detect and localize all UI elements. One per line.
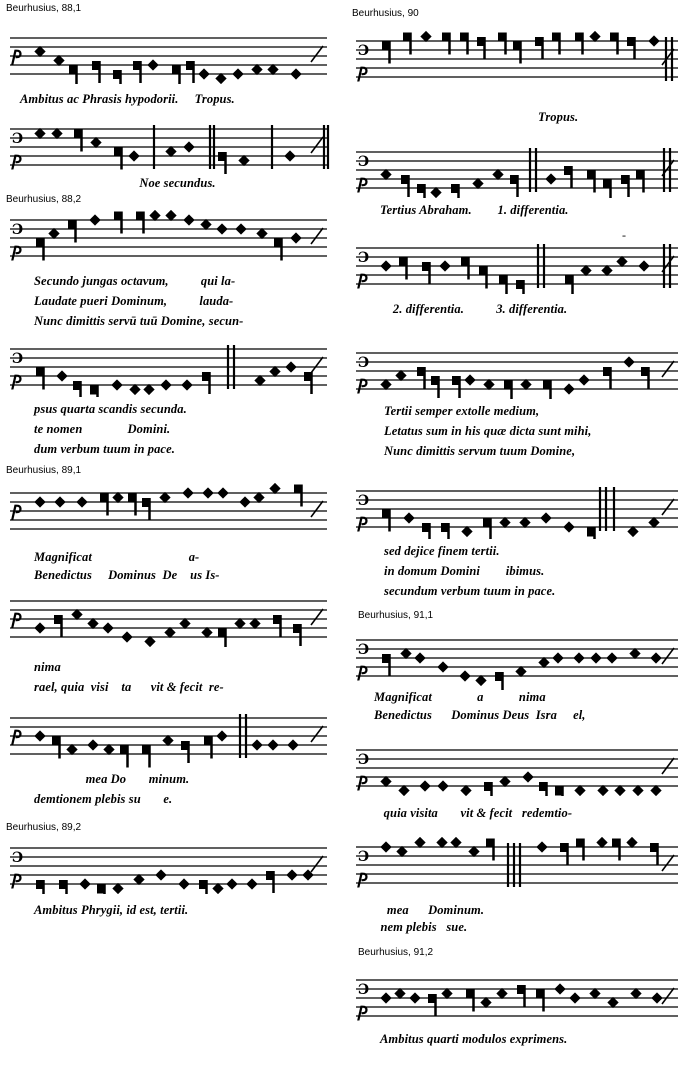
- note-rhombus: [590, 652, 601, 663]
- lyric-line: psus quarta scandis secunda.: [34, 402, 187, 416]
- custos-mark: [662, 758, 674, 774]
- clef-glyph: Ɔ: [12, 351, 24, 367]
- clef-glyph: ⳏ: [12, 240, 22, 261]
- custos-mark: [662, 648, 674, 664]
- lyric-line: Ambitus ac Phrasis hypodorii. Tropus.: [20, 92, 235, 106]
- lyric-line: nima: [34, 660, 61, 674]
- clef-glyph: Ɔ: [358, 250, 370, 266]
- music-staff: [352, 968, 682, 1028]
- clef-glyph: Ɔ: [358, 849, 370, 865]
- note-rhombus: [287, 739, 298, 750]
- note-rhombus: [235, 223, 246, 234]
- lyric-line: dum verbum tuum in pace.: [34, 442, 175, 456]
- lyric-line: 2. differentia. 3. differentia.: [380, 302, 568, 316]
- custos-mark: [662, 988, 674, 1004]
- lyric-line: Nunc dimittis servum tuum Domine,: [384, 444, 576, 458]
- note-rhombus: [437, 661, 448, 672]
- lyric-line: nem plebis sue.: [374, 920, 468, 934]
- clef-glyph: Ɔ: [12, 850, 24, 866]
- music-staff: [6, 337, 331, 397]
- lyric-line: Tertius Abraham. 1. differentia.: [380, 203, 569, 217]
- clef-glyph: Ɔ: [358, 982, 370, 998]
- custos-mark: [311, 46, 323, 62]
- note-rhombus: [79, 878, 90, 889]
- note-rhombus: [128, 150, 139, 161]
- note-rhombus: [545, 173, 556, 184]
- lyric-line: Tertii semper extolle medium,: [384, 404, 540, 418]
- example-label-91-2: Beurhusius, 91,2: [358, 947, 434, 958]
- note-rhombus: [569, 992, 580, 1003]
- note-rhombus: [419, 780, 430, 791]
- music-staff: [352, 837, 682, 893]
- lyric-line: Magnificat a-: [34, 550, 200, 564]
- example-label-90: Beurhusius, 90: [352, 8, 419, 19]
- note-rhombus: [251, 739, 262, 750]
- note-rhombus: [578, 374, 589, 385]
- music-staff: [352, 24, 682, 94]
- clef-glyph: ⳏ: [12, 724, 22, 745]
- note-rhombus: [102, 622, 113, 633]
- clef-glyph: ⳏ: [358, 172, 368, 193]
- note-rhombus: [380, 992, 391, 1003]
- note-rhombus: [285, 361, 296, 372]
- note-rhombus: [160, 379, 171, 390]
- note-rhombus: [648, 35, 659, 46]
- note-rhombus: [183, 141, 194, 152]
- note-rhombus: [34, 622, 45, 633]
- note-rhombus: [540, 512, 551, 523]
- lyric-line: mea Do minum.: [34, 772, 190, 786]
- note-rhombus: [239, 496, 250, 507]
- note-rhombus: [56, 370, 67, 381]
- music-staff: [6, 117, 331, 177]
- music-staff: [352, 142, 682, 198]
- custos-mark: [311, 357, 323, 373]
- note-rhombus: [216, 730, 227, 741]
- clef-glyph: ⳏ: [358, 1000, 368, 1021]
- lyric-line: Ambitus quarti modulos exprimens.: [380, 1032, 568, 1046]
- note-rhombus: [54, 496, 65, 507]
- note-rhombus: [522, 771, 533, 782]
- note-rhombus: [89, 214, 100, 225]
- note-rhombus: [198, 68, 209, 79]
- note-rhombus: [638, 260, 649, 271]
- custos-mark: [662, 499, 674, 515]
- clef-glyph: ⳏ: [358, 268, 368, 289]
- clef-glyph: ⳏ: [358, 373, 368, 394]
- note-rhombus: [232, 68, 243, 79]
- lyric-line: Ambitus Phrygii, id est, tertii.: [34, 903, 189, 917]
- note-rhombus: [459, 670, 470, 681]
- example-label-88-2: Beurhusius, 88,2: [6, 194, 82, 205]
- lyric-line: Secundo jungas octavum, qui la-: [34, 274, 236, 288]
- note-rhombus: [380, 260, 391, 271]
- note-rhombus: [464, 374, 475, 385]
- clef-glyph: Ɔ: [358, 43, 370, 59]
- note-rhombus: [552, 652, 563, 663]
- music-staff: [6, 702, 331, 770]
- note-rhombus: [246, 878, 257, 889]
- clef-glyph: ⳏ: [358, 660, 368, 681]
- music-staff: [6, 838, 331, 894]
- clef-glyph: Ɔ: [12, 131, 24, 147]
- lyric-line: Letatus sum in his quæ dicta sunt mihi,: [384, 424, 592, 438]
- lyric-line: Benedictus Dominus Deus Isra el,: [374, 708, 586, 722]
- custos-mark: [311, 228, 323, 244]
- note-rhombus: [439, 260, 450, 271]
- note-rhombus: [403, 512, 414, 523]
- note-rhombus: [563, 521, 574, 532]
- note-rhombus: [178, 878, 189, 889]
- note-rhombus: [147, 59, 158, 70]
- note-rhombus: [573, 652, 584, 663]
- note-rhombus: [290, 68, 301, 79]
- note-rhombus: [290, 232, 301, 243]
- example-label-88-1: Beurhusius, 88,1: [6, 3, 82, 14]
- note-rhombus: [651, 992, 662, 1003]
- note-rhombus: [217, 487, 228, 498]
- custos-mark: [311, 726, 323, 742]
- clef-glyph: ⳏ: [12, 44, 22, 65]
- note-rhombus: [380, 841, 391, 852]
- note-rhombus: [34, 496, 45, 507]
- clef-glyph: ⳏ: [12, 149, 22, 170]
- lyric-line: Nunc dimittis servū tuū Domine, secun-: [34, 314, 244, 328]
- custos-mark: [662, 855, 674, 871]
- clef-glyph: Ɔ: [358, 355, 370, 371]
- note-rhombus: [182, 487, 193, 498]
- note-rhombus: [226, 878, 237, 889]
- lyric-line: Magnificat a nima: [374, 690, 546, 704]
- custos-mark: [662, 361, 674, 377]
- note-rhombus: [155, 869, 166, 880]
- clef-glyph: Ɔ: [358, 154, 370, 170]
- music-staff: [352, 740, 682, 796]
- note-rhombus: [111, 379, 122, 390]
- lyric-line: mea Dominum.: [374, 903, 485, 917]
- clef-glyph: ⳏ: [12, 499, 22, 520]
- custos-mark: [311, 609, 323, 625]
- music-staff: [352, 343, 682, 399]
- clef-glyph: Ɔ: [12, 222, 24, 238]
- note-rhombus: [76, 496, 87, 507]
- clef-glyph: ⳏ: [358, 867, 368, 888]
- music-staff: [6, 483, 331, 539]
- clef-glyph: ⳏ: [12, 369, 22, 390]
- lyric-line: in domum Domini ibimus.: [384, 564, 545, 578]
- music-staff: [352, 479, 682, 539]
- stray-mark: -: [622, 228, 626, 242]
- note-rhombus: [414, 652, 425, 663]
- lyric-line: Noe secundus.: [20, 176, 216, 190]
- music-staff: [352, 626, 682, 690]
- note-rhombus: [284, 150, 295, 161]
- clef-glyph: ⳏ: [358, 511, 368, 532]
- lyric-line: sed dejice finem tertii.: [384, 544, 500, 558]
- note-rhombus: [536, 841, 547, 852]
- example-label-89-1: Beurhusius, 89,1: [6, 465, 82, 476]
- music-staff: [6, 28, 331, 84]
- clef-glyph: ⳏ: [12, 607, 22, 628]
- lyric-line: quia visita vit & fecit redemtio-: [374, 806, 573, 820]
- music-staff: [6, 210, 331, 266]
- custos-mark: [311, 501, 323, 517]
- clef-glyph: Ɔ: [358, 493, 370, 509]
- clef-glyph: ⳏ: [358, 61, 368, 82]
- note-rhombus: [34, 730, 45, 741]
- clef-glyph: ⳏ: [12, 868, 22, 889]
- example-label-89-2: Beurhusius, 89,2: [6, 822, 82, 833]
- music-staff: [352, 238, 682, 294]
- lyric-line: rael, quia visi ta vit & fecit re-: [34, 680, 224, 694]
- custos-mark: [311, 856, 323, 872]
- note-rhombus: [286, 869, 297, 880]
- lyric-line: Tropus.: [480, 110, 579, 124]
- note-rhombus: [409, 992, 420, 1003]
- clef-glyph: ⳏ: [358, 770, 368, 791]
- lyric-line: Laudate pueri Dominum, lauda-: [34, 294, 234, 308]
- note-rhombus: [563, 383, 574, 394]
- lyric-line: Benedictus Dominus De us Is-: [34, 568, 220, 582]
- note-rhombus: [623, 356, 634, 367]
- note-rhombus: [121, 631, 132, 642]
- note-rhombus: [437, 780, 448, 791]
- custos-mark: [311, 137, 323, 153]
- note-rhombus: [554, 983, 565, 994]
- note-rhombus: [267, 739, 278, 750]
- note-rhombus: [87, 739, 98, 750]
- clef-glyph: Ɔ: [358, 642, 370, 658]
- note-rhombus: [606, 652, 617, 663]
- note-rhombus: [202, 487, 213, 498]
- clef-glyph: Ɔ: [358, 752, 370, 768]
- lyric-line: demtionem plebis su e.: [34, 792, 173, 806]
- lyric-line: te nomen Domini.: [34, 422, 171, 436]
- note-rhombus: [183, 214, 194, 225]
- note-rhombus: [216, 223, 227, 234]
- lyric-line: secundum verbum tuum in pace.: [384, 584, 556, 598]
- music-staff: [6, 591, 331, 647]
- note-rhombus: [650, 652, 661, 663]
- example-label-91-1: Beurhusius, 91,1: [358, 610, 434, 621]
- note-rhombus: [181, 379, 192, 390]
